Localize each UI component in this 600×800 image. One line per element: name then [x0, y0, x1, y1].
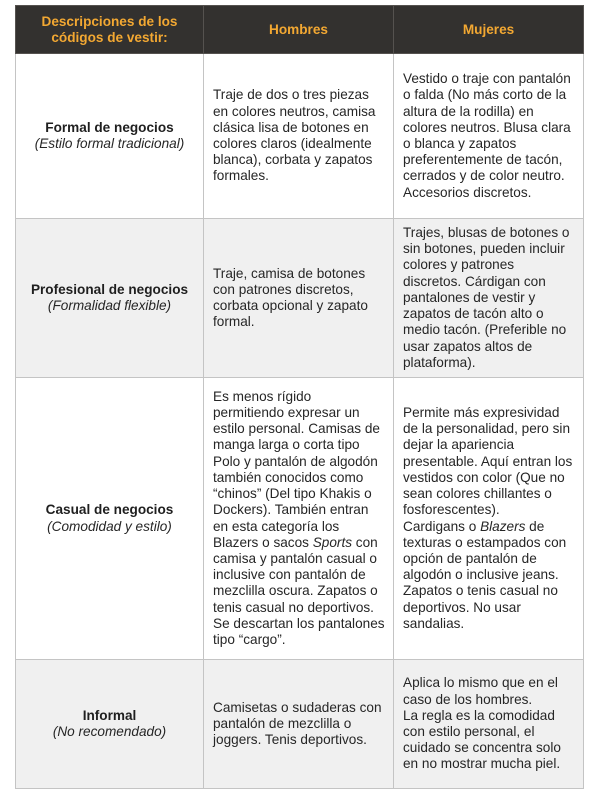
header-women: Mujeres — [394, 6, 584, 54]
women-text-part — [403, 519, 575, 632]
category-subtitle: (Comodidad y estilo) — [47, 518, 172, 534]
category-name: Casual de negocios — [45, 502, 174, 518]
category-subtitle: (Estilo formal tradicional) — [34, 136, 185, 151]
header-descriptions: Descripciones de los códigos de vestir: — [16, 6, 204, 54]
table-row — [16, 378, 584, 660]
women-text-segment: de texturas o estampados con opción de pantalón de algodón o inclusive jeans. Zapatos o tenis casual no deportivos. No usar sandalias. — [403, 518, 567, 631]
women-description: Vestido o traje con pantalón o falda (No más corto de la altura de la rodilla) en colores neutros. Blusa clara o blanca y zapatos preferentemente de tacón, cerrados y de color neutro. Accesorios discretos. — [394, 54, 584, 219]
men-text-part: con camisa y pantalón casual o inclusive con pantalón de mezclilla oscura. Zapatos o tenis casual no deportivos. Se descartan los pantalones tipo “cargo”. — [213, 534, 385, 647]
men-description: Traje de dos o tres piezas en colores neutros, camisa clásica lisa de botones en colores claros (idealmente blanca), corbata y zapatos formales. — [204, 54, 394, 219]
women-text-part: Permite más expresividad de la personalidad, pero sin dejar la apariencia presentable. Aquí entran los vestidos con color (Que no sean colores chillantes o fosforescentes). — [403, 405, 573, 518]
category-name: Profesional de negocios — [30, 281, 189, 297]
category-name: Informal — [82, 707, 137, 723]
category-cell — [16, 54, 204, 219]
men-text-part: Es menos rígido permitiendo expresar un estilo personal. Camisas de manga larga o corta tipo Polo y pantalón de algodón también conocidos como “chinos” (Del tipo Khakis o Dockers). También entran en esta categoría los Blazers o sacos — [213, 388, 380, 550]
men-text-italic: Sports — [312, 534, 353, 550]
category-cell — [16, 378, 204, 660]
women-text-part: Aplica lo mismo que en el caso de los hombres. — [403, 675, 558, 707]
women-text-part: La regla es la comodidad con estilo personal, el cuidado se concentra solo en no mostrar mucha piel. — [403, 707, 561, 772]
women-description — [394, 378, 584, 660]
men-description: Traje, camisa de botones con patrones discretos, corbata opcional y zapato formal. — [204, 219, 394, 378]
table-row — [16, 54, 584, 219]
header-men: Hombres — [204, 6, 394, 54]
category-subtitle: (Formalidad flexible) — [47, 298, 172, 313]
category-cell — [16, 219, 204, 378]
dress-code-table — [15, 5, 584, 789]
women-description: Trajes, blusas de botones o sin botones, pueden incluir colores y patrones discretos. Cárdigan con pantalones de vestir y zapatos de tacón alto o medio tacón. (Preferible no usar zapatos altos de plataforma). — [394, 219, 584, 378]
header-row — [16, 6, 584, 54]
women-text-segment: Cardigans o — [403, 518, 481, 534]
women-description — [394, 660, 584, 789]
men-description — [204, 378, 394, 660]
category-cell — [16, 660, 204, 789]
category-name: Formal de negocios — [45, 119, 174, 135]
category-subtitle: (No recomendado) — [52, 724, 167, 739]
men-description: Camisetas o sudaderas con pantalón de mezclilla o joggers. Tenis deportivos. — [204, 660, 394, 789]
table-row — [16, 660, 584, 789]
table-row — [16, 219, 584, 378]
women-text-italic: Blazers — [480, 518, 526, 534]
